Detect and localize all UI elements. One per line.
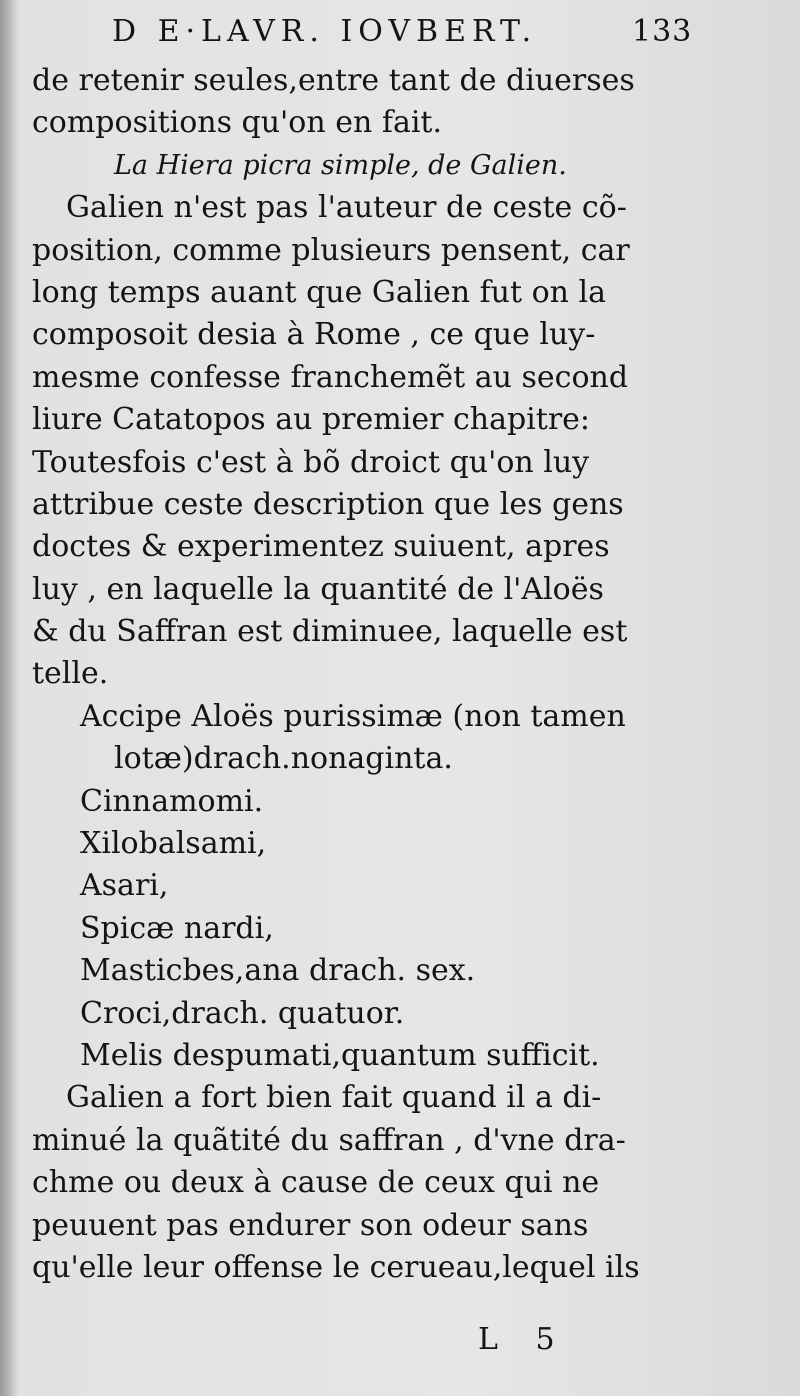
- text-line: & du Saffran est diminuee, laquelle est: [32, 614, 628, 650]
- page-number: 133: [632, 14, 693, 49]
- text-line: peuuent pas endurer son odeur sans: [32, 1207, 589, 1243]
- signature-mark: L 5: [478, 1322, 569, 1357]
- recipe-line: lotæ)drach.nonaginta.: [114, 741, 453, 777]
- section-heading: La Hiera picra simple, de Galien.: [114, 149, 567, 181]
- text-line: qu'elle leur offense le cerueau,lequel ils: [32, 1249, 640, 1285]
- text-line: de retenir seules,entre tant de diuerses: [32, 63, 635, 98]
- recipe-line: Accipe Aloës purissimæ (non tamen: [80, 698, 626, 734]
- text-line: luy , en laquelle la quantité de l'Aloës: [32, 571, 604, 607]
- text-line: Toutesfois c'est à bõ droict qu'on luy: [32, 444, 590, 480]
- text-line: telle.: [32, 656, 109, 692]
- text-line: Galien a fort bien fait quand il a di-: [66, 1080, 602, 1116]
- text-line: minué la quãtité du saffran , d'vne dra-: [32, 1122, 626, 1158]
- text-line: mesme confesse franchemẽt au second: [32, 359, 629, 395]
- recipe-line: Croci,drach. quatuor.: [80, 995, 405, 1031]
- recipe-line: Xilobalsami,: [80, 826, 267, 862]
- recipe-line: Masticbes,ana drach. sex.: [80, 953, 476, 989]
- text-line: long temps auant que Galien fut on la: [32, 274, 606, 310]
- text-block: [32, 60, 692, 1289]
- text-line: Galien n'est pas l'auteur de ceste cõ-: [66, 190, 627, 226]
- text-line: composoit desia à Rome , ce que luy-: [32, 317, 596, 353]
- recipe-line: Spicæ nardi,: [80, 910, 274, 946]
- recipe-line: Melis despumati,quantum sufficit.: [80, 1037, 600, 1073]
- text-line: compositions qu'on en fait.: [32, 105, 443, 141]
- running-head-title: D E·LAVR. IOVBERT.: [112, 14, 538, 49]
- gutter-shadow: [0, 0, 18, 1396]
- recipe-line: Asari,: [80, 868, 169, 904]
- running-head: [0, 14, 800, 58]
- text-line: liure Catatopos au premier chapitre:: [32, 402, 591, 438]
- text-line: chme ou deux à cause de ceux qui ne: [32, 1165, 600, 1201]
- text-line: attribue ceste description que les gens: [32, 486, 624, 522]
- text-line: doctes & experimentez suiuent, apres: [32, 529, 610, 565]
- recipe-line: Cinnamomi.: [80, 783, 264, 819]
- text-line: position, comme plusieurs pensent, car: [32, 232, 630, 268]
